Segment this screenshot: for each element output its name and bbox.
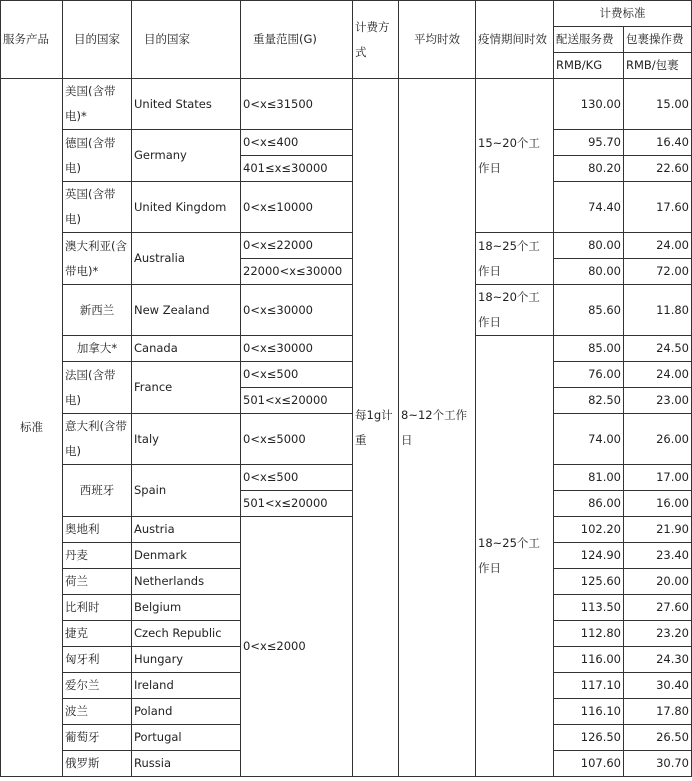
delivery-fee: 74.40	[554, 182, 624, 233]
country-cn: 西班牙	[63, 465, 132, 517]
handling-fee: 24.50	[624, 336, 692, 362]
country-en: Spain	[132, 465, 241, 517]
header-epidemic-time: 疫情期间时效	[476, 1, 554, 79]
country-cn: 澳大利亚(含带电)*	[63, 233, 132, 285]
weight-range: 0<x≤500	[241, 465, 353, 491]
handling-fee: 20.00	[624, 569, 692, 595]
country-cn: 德国(含带电)	[63, 130, 132, 182]
handling-fee: 11.80	[624, 285, 692, 336]
epidemic-time: 18~25个工作日	[476, 336, 554, 777]
header-pricing-standard: 计费标准	[554, 1, 692, 27]
country-cn: 丹麦	[63, 543, 132, 569]
header-avg-time: 平均时效	[399, 1, 476, 79]
country-cn: 匈牙利	[63, 647, 132, 673]
weight-range: 0<x≤31500	[241, 79, 353, 130]
country-en: Ireland	[132, 673, 241, 699]
country-en: Poland	[132, 699, 241, 725]
handling-fee: 16.40	[624, 130, 692, 156]
handling-fee: 24.00	[624, 233, 692, 259]
delivery-fee: 80.00	[554, 233, 624, 259]
header-handling-unit: RMB/包裹	[624, 53, 692, 79]
country-cn: 意大利(含带电)	[63, 414, 132, 465]
header-dest-en: 目的国家	[132, 1, 241, 79]
handling-fee: 24.30	[624, 647, 692, 673]
delivery-fee: 125.60	[554, 569, 624, 595]
weight-range: 501<x≤20000	[241, 491, 353, 517]
country-en: Denmark	[132, 543, 241, 569]
country-cn: 爱尔兰	[63, 673, 132, 699]
header-weight-range: 重量范围(G)	[241, 1, 353, 79]
delivery-fee: 80.20	[554, 156, 624, 182]
delivery-fee: 86.00	[554, 491, 624, 517]
header-delivery-unit: RMB/KG	[554, 53, 624, 79]
country-en: New Zealand	[132, 285, 241, 336]
weight-range: 22000<x≤30000	[241, 259, 353, 285]
country-en: United States	[132, 79, 241, 130]
delivery-fee: 95.70	[554, 130, 624, 156]
weight-range: 0<x≤22000	[241, 233, 353, 259]
delivery-fee: 80.00	[554, 259, 624, 285]
weight-range: 0<x≤5000	[241, 414, 353, 465]
country-cn: 新西兰	[63, 285, 132, 336]
weight-range: 0<x≤30000	[241, 336, 353, 362]
handling-fee: 17.80	[624, 699, 692, 725]
country-cn: 法国(含带电)	[63, 362, 132, 414]
handling-fee: 23.20	[624, 621, 692, 647]
delivery-fee: 112.80	[554, 621, 624, 647]
handling-fee: 17.00	[624, 465, 692, 491]
country-en: Belgium	[132, 595, 241, 621]
country-cn: 荷兰	[63, 569, 132, 595]
handling-fee: 21.90	[624, 517, 692, 543]
handling-fee: 72.00	[624, 259, 692, 285]
header-service-product: 服务产品	[1, 1, 63, 79]
weight-range-shared: 0<x≤2000	[241, 517, 353, 777]
handling-fee: 17.60	[624, 182, 692, 233]
country-cn: 俄罗斯	[63, 751, 132, 777]
country-en: Netherlands	[132, 569, 241, 595]
header-billing-method: 计费方式	[353, 1, 399, 79]
country-en: Austria	[132, 517, 241, 543]
avg-time: 8~12个工作日	[399, 79, 476, 777]
delivery-fee: 81.00	[554, 465, 624, 491]
country-cn: 英国(含带电)	[63, 182, 132, 233]
delivery-fee: 117.10	[554, 673, 624, 699]
country-en: France	[132, 362, 241, 414]
handling-fee: 26.00	[624, 414, 692, 465]
handling-fee: 30.70	[624, 751, 692, 777]
delivery-fee: 116.00	[554, 647, 624, 673]
delivery-fee: 76.00	[554, 362, 624, 388]
billing-method: 每1g计重	[353, 79, 399, 777]
delivery-fee: 116.10	[554, 699, 624, 725]
delivery-fee: 82.50	[554, 388, 624, 414]
weight-range: 401≤x≤30000	[241, 156, 353, 182]
delivery-fee: 130.00	[554, 79, 624, 130]
epidemic-time: 18~20个工作日	[476, 285, 554, 336]
header-handling-fee: 包裹操作费	[624, 27, 692, 53]
weight-range: 0<x≤30000	[241, 285, 353, 336]
delivery-fee: 124.90	[554, 543, 624, 569]
country-en: Australia	[132, 233, 241, 285]
header-dest-cn: 目的国家	[63, 1, 132, 79]
product-cell: 标准	[1, 79, 63, 777]
weight-range: 0<x≤400	[241, 130, 353, 156]
country-en: Portugal	[132, 725, 241, 751]
handling-fee: 24.00	[624, 362, 692, 388]
country-en: Hungary	[132, 647, 241, 673]
handling-fee: 26.50	[624, 725, 692, 751]
country-en: Czech Republic	[132, 621, 241, 647]
delivery-fee: 107.60	[554, 751, 624, 777]
country-en: Italy	[132, 414, 241, 465]
header-delivery-fee: 配送服务费	[554, 27, 624, 53]
country-en: Russia	[132, 751, 241, 777]
handling-fee: 30.40	[624, 673, 692, 699]
handling-fee: 22.60	[624, 156, 692, 182]
epidemic-time: 18~25个工作日	[476, 233, 554, 285]
handling-fee: 23.40	[624, 543, 692, 569]
country-cn: 加拿大*	[63, 336, 132, 362]
delivery-fee: 102.20	[554, 517, 624, 543]
country-cn: 葡萄牙	[63, 725, 132, 751]
delivery-fee: 74.00	[554, 414, 624, 465]
country-en: Canada	[132, 336, 241, 362]
country-en: United Kingdom	[132, 182, 241, 233]
weight-range: 501<x≤20000	[241, 388, 353, 414]
country-cn: 奥地利	[63, 517, 132, 543]
country-cn: 美国(含带电)*	[63, 79, 132, 130]
delivery-fee: 85.60	[554, 285, 624, 336]
handling-fee: 15.00	[624, 79, 692, 130]
weight-range: 0<x≤500	[241, 362, 353, 388]
country-cn: 捷克	[63, 621, 132, 647]
delivery-fee: 113.50	[554, 595, 624, 621]
country-en: Germany	[132, 130, 241, 182]
delivery-fee: 126.50	[554, 725, 624, 751]
epidemic-time: 15~20个工作日	[476, 79, 554, 233]
handling-fee: 23.00	[624, 388, 692, 414]
country-cn: 波兰	[63, 699, 132, 725]
delivery-fee: 85.00	[554, 336, 624, 362]
weight-range: 0<x≤10000	[241, 182, 353, 233]
country-cn: 比利时	[63, 595, 132, 621]
handling-fee: 16.00	[624, 491, 692, 517]
handling-fee: 27.60	[624, 595, 692, 621]
